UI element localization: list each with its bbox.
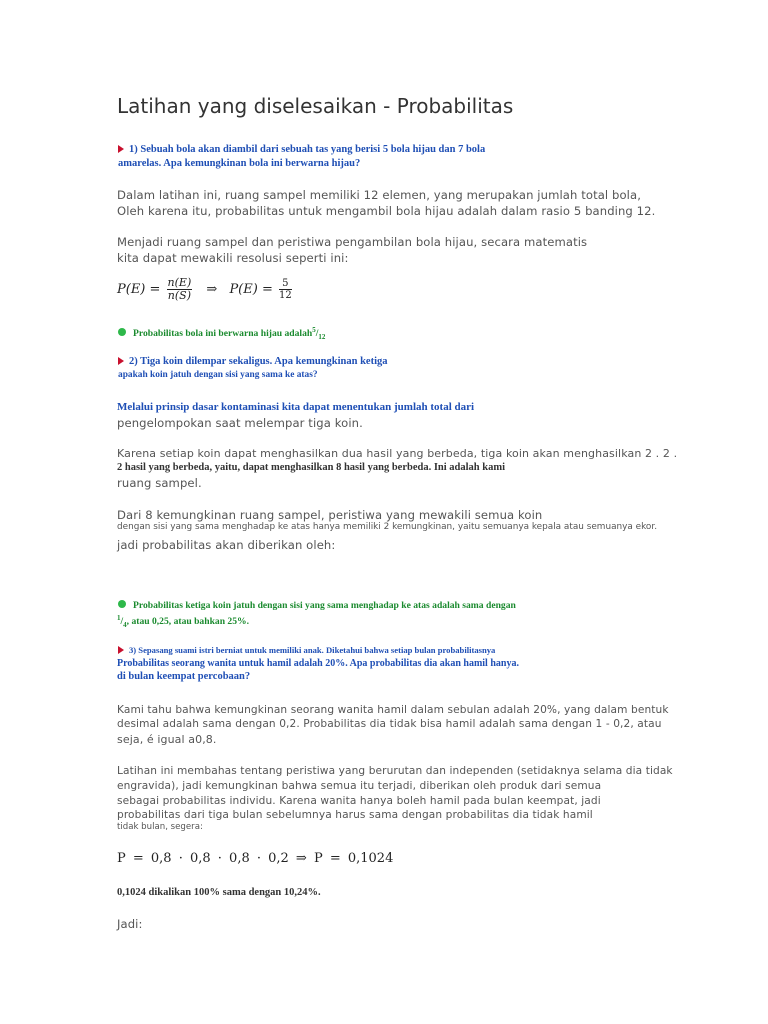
answer-1: Probabilitas bola ini berwarna hijau $adalah^5/_{12}$ [118,326,325,341]
paragraph-7-line1: Latihan ini membahas tentang peristiwa yang berurutan dan independen (setidaknya selama dia tidak [117,765,673,777]
question-1-line1: 1) Sebuah bola akan diambil dari sebuah tas yang berisi 5 bola hijau dan 7 bola [129,144,486,155]
question-1 [118,144,485,155]
formula-result-numerator: 5 [279,278,292,290]
formula-lhs: P(E) = [117,282,161,298]
paragraph-5-line2: dengan sisi yang sama menghadap ke atas hanya memiliki 2 kemungkinan, yaitu semuanya kepala atau semuanya ekor. [117,522,658,532]
question-2-line1: 2) Tiga koin dilempar sekaligus. Apa kemungkinan ketiga [129,356,388,367]
paragraph-7-line3: sebagai probabilitas individu. Karena wanita hanya boleh hamil pada bulan keempat, jadi [117,795,601,807]
answer-2-sub: 4 [123,621,127,630]
page-title: Latihan yang diselesaikan - Probabilitas [117,94,514,118]
question-3-line3: di bulan keempat percobaan? [117,671,251,682]
paragraph-5-line3: jadi probabilitas akan diberikan oleh: [117,538,336,552]
question-2 [118,356,388,367]
paragraph-4-line3: ruang sampel. [117,476,202,490]
paragraph-7-line2: engravida), jadi kemungkinan bahwa semua itu terjadi, diberikan oleh produk dari semua [117,780,602,792]
answer-1-sup: 5 [312,326,316,334]
paragraph-6-line3: seja, é igual a0,8. [117,733,217,746]
formula-denominator: n(S) [167,289,191,303]
paragraph-7-line5: tidak bulan, segera: [117,822,203,832]
paragraph-7-line4: probabilitas dari tiga bulan sebelumnya harus sama dengan probabilitas dia tidak hamil [117,809,593,821]
question-3-line2: Probabilitas seorang wanita untuk hamil adalah 20%. Apa probabilitas dia akan hamil hanya. [117,658,519,669]
implies-arrow: ⇒ [206,282,218,298]
question-2-line2: apakah koin jatuh dengan sisi yang sama ke atas? [118,370,318,380]
paragraph-2-line2: kita dapat mewakili resolusi seperti ini: [117,251,349,265]
answer-2 [118,600,516,611]
red-arrow-icon [118,646,124,654]
paragraph-1-line1: Dalam latihan ini, ruang sampel memiliki 12 elemen, yang merupakan jumlah total bola, [117,188,641,202]
paragraph-1-line2: Oleh karena itu, probabilitas untuk mengambil bola hijau adalah dalam rasio 5 banding 12. [117,204,656,218]
result-text: 0,1024 dikalikan 100% sama dengan 10,24%. [117,887,321,898]
formula-numerator: n(E) [167,276,192,289]
answer-2-line2-text: , atau 0,25, atau bahkan 25%. [126,616,250,628]
paragraph-6-line1: Kami tahu bahwa kemungkinan seorang wanita hamil dalam sebulan adalah 20%, yang dalam bentuk [117,704,669,716]
red-arrow-icon [118,357,124,365]
formula-result-denominator: 12 [278,290,292,302]
answer-1-text: Probabilitas bola ini berwarna hijau adalah [133,328,313,340]
formula-fraction [167,277,193,302]
formula-probability-green [117,277,294,302]
closing-text: Jadi: [117,917,143,931]
question-1-line2: amarelas. Apa kemungkinan bola ini berwarna hijau? [118,158,361,169]
answer-2-sup: 1 [117,614,121,622]
formula-result-fraction [279,278,292,301]
question-3-line1: 3) Sepasang suami istri berniat untuk memiliki anak. Diketahui bahwa setiap bulan probabilitasnya [129,645,496,655]
green-dot-icon [118,328,126,336]
paragraph-3-line1: Melalui prinsip dasar kontaminasi kita dapat menentukan jumlah total dari [117,401,475,413]
paragraph-6-line2: desimal adalah sama dengan 0,2. Probabilitas dia tidak bisa hamil adalah sama dengan 1 - 0,2, atau [117,718,662,730]
paragraph-4-line1: Karena setiap koin dapat menghasilkan dua hasil yang berbeda, tiga koin akan menghasilkan 2 . 2 . [117,447,678,460]
paragraph-3-line2: pengelompokan saat melempar tiga koin. [117,416,363,430]
red-arrow-icon [118,145,124,153]
formula-rhs: P(E) = [229,282,273,298]
answer-2-line1: Probabilitas ketiga koin jatuh dengan sisi yang sama menghadap ke atas adalah sama dengan [133,600,516,611]
formula-product: P = 0,8 · 0,8 · 0,8 · 0,2 ⇒ P = 0,1024 [117,851,394,866]
paragraph-4-line2: 2 hasil yang berbeda, yaitu, dapat menghasilkan 8 hasil yang berbeda. Ini adalah kami [117,462,506,473]
paragraph-5-line1: Dari 8 kemungkinan ruang sampel, peristiwa yang mewakili semua koin [117,508,543,522]
green-dot-icon [118,600,126,608]
answer-2-line2: $^1/_4$, atau 0,25, atau bahkan 25%. [117,614,250,630]
question-3 [118,645,495,655]
paragraph-2-line1: Menjadi ruang sampel dan peristiwa pengambilan bola hijau, secara matematis [117,235,588,249]
answer-1-sub: 12 [318,333,326,342]
